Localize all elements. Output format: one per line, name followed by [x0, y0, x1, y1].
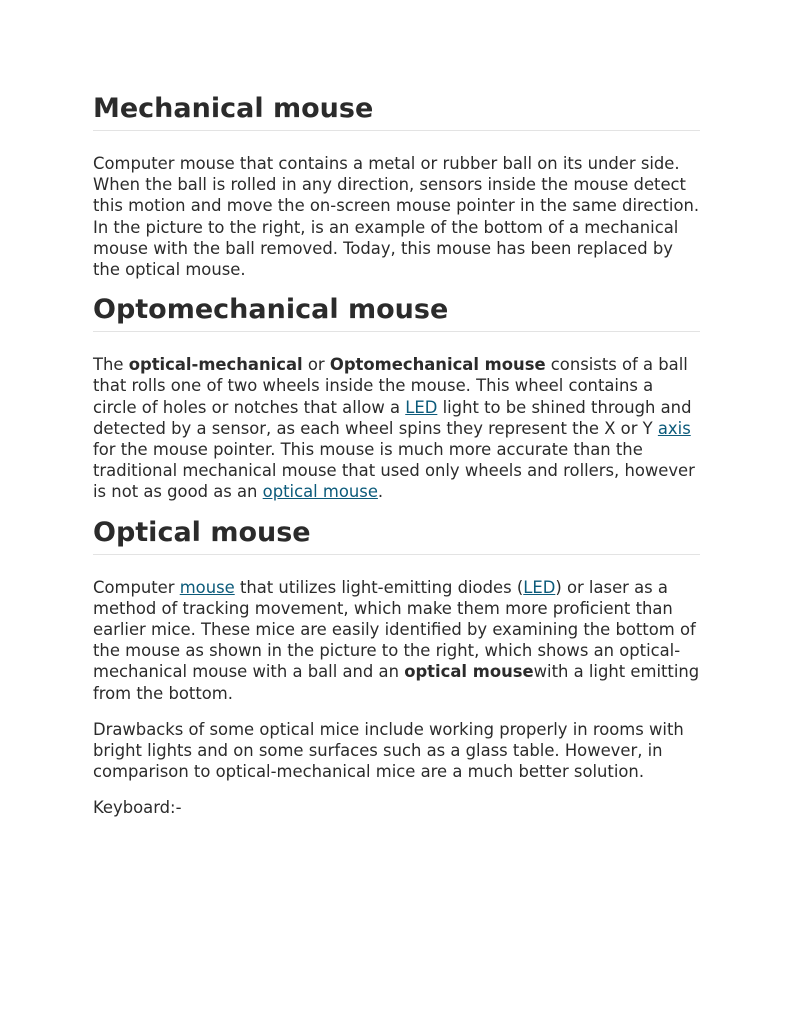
text-or: or	[307, 355, 325, 375]
link-led[interactable]: LED	[405, 397, 438, 417]
text-period: .	[377, 482, 384, 502]
bold-optical-mechanical: optical-mechanical	[128, 355, 303, 375]
heading-mechanical-mouse: Mechanical mouse	[93, 92, 700, 131]
text-segment-2: light to be shined through and detected by a sensor, as each wheel spins they represent the X or Y	[93, 397, 692, 438]
paragraph-optomechanical-mouse	[93, 354, 700, 502]
link-axis[interactable]: axis	[657, 418, 691, 438]
paragraph-keyboard: Keyboard:-	[93, 798, 182, 818]
paragraph-mechanical-mouse: Computer mouse that contains a metal or rubber ball on its under side. When the ball is rolled in any direction, sensors inside the mouse detect this motion and move the on-screen mouse pointer in the same direction. In the picture to the right, is an example of the bottom of a mechanical mouse with the ball removed. Today, this mouse has been replaced by the optical mouse.	[93, 154, 700, 280]
text-segment-1: consists of a ball that rolls one of two wheels inside the mouse. This wheel contains a circle of holes or notches that allow a	[93, 355, 688, 417]
text-segment-utilizes: that utilizes light-emitting diodes (	[239, 577, 524, 597]
paragraph-optical-mouse	[93, 577, 700, 704]
link-mouse[interactable]: mouse	[179, 577, 235, 597]
link-led-2[interactable]: LED	[523, 577, 556, 597]
bold-optomechanical-mouse: Optomechanical mouse	[329, 355, 546, 375]
heading-optical-mouse: Optical mouse	[93, 516, 700, 555]
text-segment-3: for the mouse pointer. This mouse is much more accurate than the traditional mechanical mouse that used only wheels and rollers, however is not as good as an	[93, 440, 695, 502]
document-page	[93, 92, 700, 819]
heading-optomechanical-mouse: Optomechanical mouse	[93, 293, 700, 332]
text-the: The	[93, 355, 124, 375]
text-computer: Computer	[93, 577, 175, 597]
text-segment-laser: ) or laser as a method of tracking movement, which make them more proficient than earlier mice. These mice are easily identified by examining the bottom of the mouse as shown in the picture to the right, which shows an optical-mechanical mouse with a ball and an	[93, 577, 696, 682]
link-optical-mouse[interactable]: optical mouse	[262, 482, 378, 502]
paragraph-drawbacks: Drawbacks of some optical mice include working properly in rooms with bright lights and on some surfaces such as a glass table. However, in comparison to optical-mechanical mice are a much better solution.	[93, 719, 684, 782]
text-segment-light: with a light emitting from the bottom.	[93, 662, 700, 703]
bold-optical-mouse: optical mouse	[404, 662, 534, 682]
